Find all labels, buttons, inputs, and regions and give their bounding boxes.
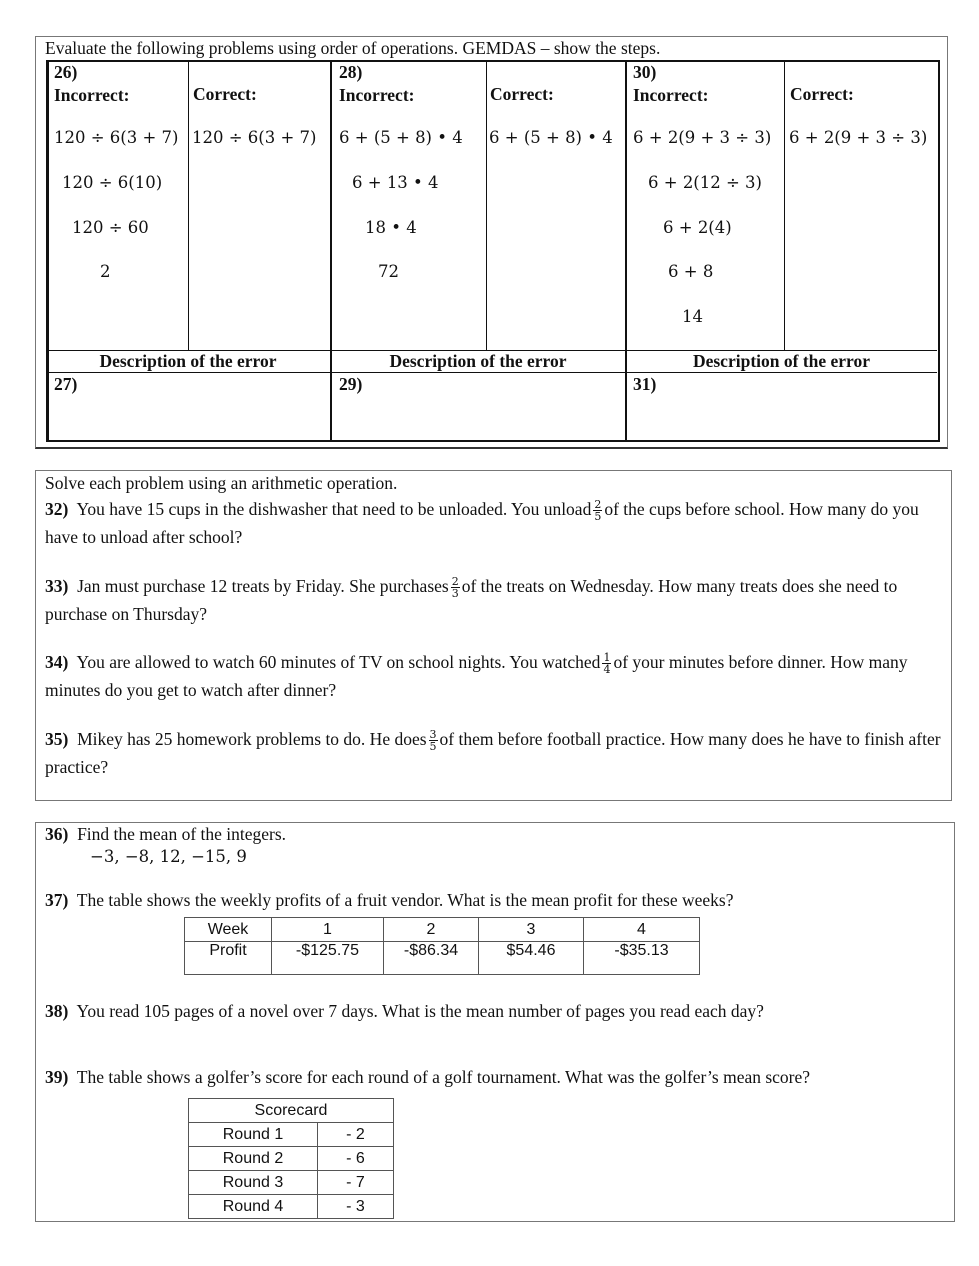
question-text: of the cups before school. How many do you have to unload after school?	[45, 499, 919, 547]
question-38: 38) You read 105 pages of a novel over 7 days. What is the mean number of pages you read each day?	[45, 1001, 764, 1021]
incorrect-expression: 120 ÷ 6(3 + 7)	[54, 128, 179, 147]
incorrect-step: 18 • 4	[365, 217, 417, 237]
question-32	[45, 495, 945, 551]
question-number: 33)	[45, 576, 69, 596]
table-header: 1	[272, 918, 384, 942]
incorrect-step: 120 ÷ 60	[72, 217, 149, 237]
answer-number: 29)	[339, 374, 363, 394]
table-cell: -$86.34	[384, 942, 479, 975]
problem-header	[54, 61, 129, 107]
fraction	[429, 729, 438, 752]
numerator: 1	[603, 651, 611, 665]
table-cell: Profit	[185, 942, 272, 975]
table-header: 4	[584, 918, 700, 942]
section2-instructions: Solve each problem using an arithmetic operation.	[45, 473, 398, 493]
question-33	[45, 572, 945, 628]
incorrect-step: 2	[100, 262, 111, 281]
problem-header	[633, 61, 708, 107]
denominator: 4	[603, 663, 611, 677]
scorecard-title: Scorecard	[189, 1099, 394, 1123]
question-text: You have 15 cups in the dishwasher that need to be unloaded. You unload	[76, 499, 592, 519]
question-number: 34)	[45, 652, 69, 672]
question-35	[45, 725, 945, 781]
problem-number: 26)	[54, 62, 78, 82]
description-label: Description of the error	[99, 351, 277, 371]
incorrect-expression: 6 + (5 + 8) • 4	[339, 128, 463, 147]
question-text: Jan must purchase 12 treats by Friday. She purchases	[77, 576, 449, 596]
error-description-area[interactable]	[339, 396, 621, 436]
description-label: Description of the error	[692, 351, 871, 371]
incorrect-step: 14	[682, 306, 703, 326]
question-text: of your minutes before dinner. How many minutes do you get to watch after dinner?	[45, 652, 908, 700]
incorrect-label: Incorrect:	[54, 85, 130, 105]
question-text: of them before football practice. How many does he have to finish after practice?	[45, 729, 941, 777]
table-header: Week	[185, 918, 272, 942]
scorecard-table	[188, 1098, 394, 1219]
correct-label: Correct:	[193, 84, 257, 104]
incorrect-label: Incorrect:	[339, 85, 415, 105]
incorrect-step: 6 + 2(12 ÷ 3)	[648, 173, 762, 192]
numerator: 2	[594, 498, 602, 512]
fraction	[451, 576, 460, 599]
table-header: 3	[479, 918, 584, 942]
denominator: 3	[451, 587, 459, 601]
table-cell: Round 4	[189, 1195, 318, 1219]
correct-expression: 120 ÷ 6(3 + 7)	[192, 128, 317, 147]
correct-expression: 6 + 2(9 + 3 ÷ 3)	[789, 128, 928, 147]
error-description-area[interactable]	[633, 396, 932, 436]
correct-label: Correct:	[490, 84, 554, 104]
question-text: You are allowed to watch 60 minutes of TV on school nights. You watched	[76, 652, 601, 672]
question-39: 39) The table shows a golfer’s score for each round of a golf tournament. What was the golfer’s mean score?	[45, 1067, 811, 1087]
correct-label: Correct:	[790, 84, 854, 104]
numerator: 2	[451, 575, 459, 589]
description-label: Description of the error	[389, 351, 567, 371]
numerator: 3	[429, 728, 437, 742]
table-cell: - 3	[318, 1195, 394, 1219]
table-cell: -$35.13	[584, 942, 700, 975]
section1-instructions: Evaluate the following problems using order of operations. GEMDAS – show the steps.	[45, 38, 661, 58]
problem-number: 30)	[633, 62, 657, 82]
question-36: 36) Find the mean of the integers.	[45, 824, 287, 844]
question-37: 37) The table shows the weekly profits of a fruit vendor. What is the mean profit for these weeks?	[45, 890, 734, 910]
incorrect-label: Incorrect:	[633, 85, 709, 105]
table-cell: - 2	[318, 1123, 394, 1147]
table-cell: -$125.75	[272, 942, 384, 975]
question-number: 35)	[45, 729, 69, 749]
correct-expression: 6 + (5 + 8) • 4	[489, 128, 613, 147]
incorrect-step: 120 ÷ 6(10)	[62, 173, 163, 192]
question-34	[45, 648, 945, 704]
question-text: of the treats on Wednesday. How many treats does she need to purchase on Thursday?	[45, 576, 898, 624]
problem-number: 28)	[339, 62, 363, 82]
incorrect-step: 6 + 8	[668, 262, 714, 281]
table-header: 2	[384, 918, 479, 942]
integers-list: −3, −8, 12, −15, 9	[90, 847, 247, 866]
table-cell: - 6	[318, 1147, 394, 1171]
answer-number: 31)	[633, 374, 657, 394]
problem-header	[339, 61, 414, 107]
table-cell: - 7	[318, 1171, 394, 1195]
question-text: Mikey has 25 homework problems to do. He does	[77, 729, 427, 749]
incorrect-step: 6 + 2(4)	[663, 217, 732, 237]
denominator: 5	[594, 510, 602, 524]
answer-number: 27)	[54, 374, 78, 394]
table-cell: $54.46	[479, 942, 584, 975]
table-cell: Round 1	[189, 1123, 318, 1147]
profit-table	[184, 917, 700, 975]
table-cell: Round 2	[189, 1147, 318, 1171]
denominator: 5	[429, 740, 437, 754]
fraction	[602, 652, 611, 675]
question-number: 32)	[45, 499, 69, 519]
incorrect-step: 6 + 13 • 4	[352, 173, 439, 192]
table-cell: Round 3	[189, 1171, 318, 1195]
incorrect-step: 72	[378, 262, 399, 281]
fraction	[593, 499, 602, 522]
incorrect-expression: 6 + 2(9 + 3 ÷ 3)	[633, 128, 772, 147]
problems-grid	[46, 60, 940, 442]
error-description-area[interactable]	[54, 396, 326, 436]
